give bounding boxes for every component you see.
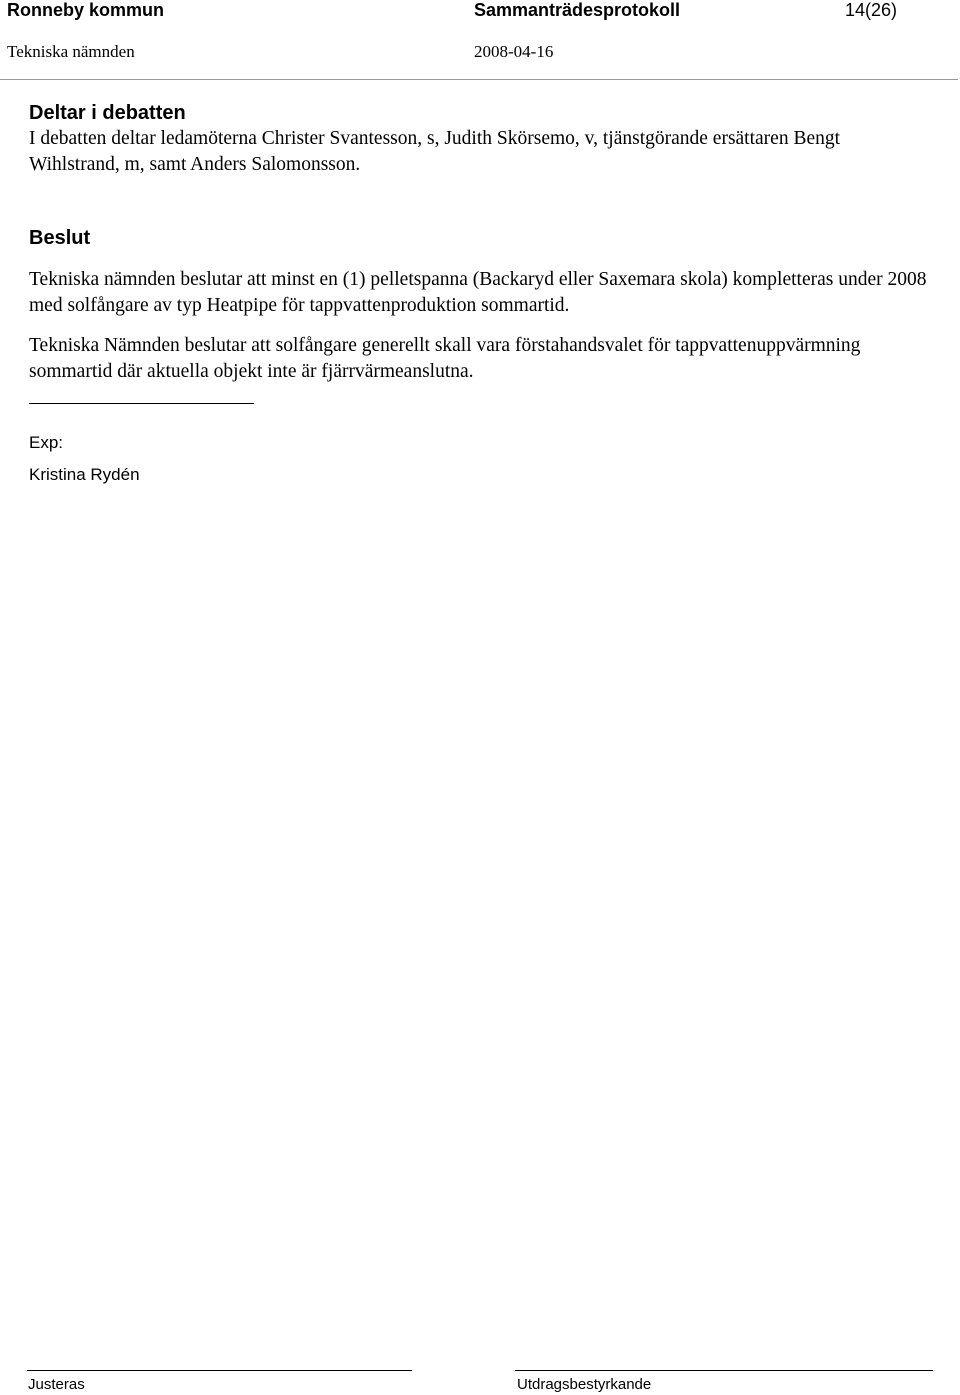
debate-heading: Deltar i debatten <box>29 102 186 124</box>
expedition-label: Exp: <box>29 433 64 452</box>
header-organization: Ronneby kommun <box>7 0 165 20</box>
expedition-recipient: Kristina Rydén <box>29 465 140 484</box>
header-document-type: Sammanträdesprotokoll <box>474 0 681 20</box>
footer-justeras-label: Justeras <box>28 1376 85 1393</box>
footer-utdragsbestyrkande-label: Utdragsbestyrkande <box>517 1376 652 1393</box>
footer-signature-line-right <box>515 1370 933 1371</box>
debate-paragraph: I debatten deltar ledamöterna Christer Svantesson, s, Judith Skörsemo, v, tjänstgörande ersättaren Bengt Wihlstrand, m, samt Anders Salomonsson. <box>29 128 841 175</box>
decision-paragraph-2: Tekniska Nämnden beslutar att solfångare generellt skall vara förstahandsvalet för tappvattenuppvärmning sommartid där aktuella objekt inte är fjärrvärmeanslutna. <box>29 335 861 382</box>
decision-paragraph-1: Tekniska nämnden beslutar att minst en (1) pelletspanna (Backaryd eller Saxemara skola) kompletteras under 2008 med solfångare av typ Heatpipe för tappvattenproduktion sommartid. <box>29 269 927 316</box>
header-date: 2008-04-16 <box>474 42 554 61</box>
section-separator <box>29 403 254 404</box>
header-divider <box>0 79 958 80</box>
header-committee: Tekniska nämnden <box>7 42 135 61</box>
header-page-number: 14(26) <box>845 0 898 20</box>
footer-signature-line-left <box>27 1370 412 1371</box>
decision-heading: Beslut <box>29 227 91 249</box>
